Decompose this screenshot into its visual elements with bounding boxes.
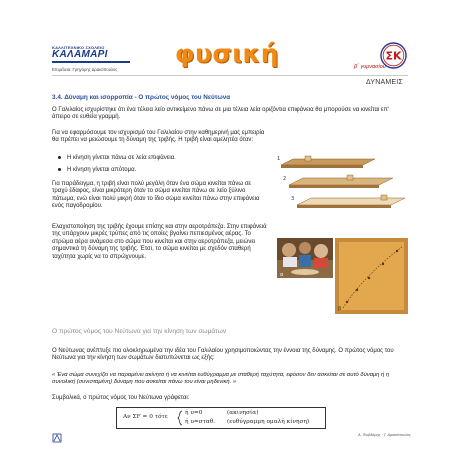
track-3	[291, 195, 405, 208]
hover-disk-photo	[277, 238, 333, 278]
school-underline	[52, 61, 130, 63]
editor-credit: Επιμέλεια: Γρηγόρης Δρακόπουλος	[52, 67, 118, 72]
newton-first-law-formula	[116, 407, 326, 429]
school-emblem-small-icon	[52, 433, 62, 443]
track-label: 3	[291, 196, 295, 202]
grade-label: β΄ γυμνασίου	[354, 64, 386, 70]
photo-label: α	[280, 272, 284, 278]
section-heading: 3.4. Δύναμη και ισορροπία - Ο πρώτος νόμος του Νεύτωνα	[52, 94, 231, 101]
intro-paragraph: Ο Γαλιλαίος ισχυρίστηκε ότι ένα τέλεια λείο αντικείμενο πάνω σε μια τέλεια λεία οριζόντια επιφάνεια θα μπορούσε να κινείται επ' άπειρο σε ευθεία γραμμή.	[52, 107, 389, 121]
friction-tracks-figure	[275, 151, 408, 213]
case-uniform-motion: ή υ=σταθ.	[185, 419, 216, 425]
newton-law-subheading: Ο πρώτος νόμος του Νεύτωνα για την κίνηση των σωμάτων	[52, 328, 227, 335]
bullet-item	[58, 155, 176, 162]
case-at-rest-note: (ακινησία)	[227, 410, 259, 416]
bullet-item	[58, 167, 136, 174]
friction-paragraph: Για να εφαρμόσουμε τον ισχυρισμό του Γαλιλαίου στην καθημερινή μας εμπειρία θα πρέπει να μειώσουμε τη δύναμη της τριβής. Η τριβή είναι αμελητέα όταν:	[52, 130, 265, 144]
header-divider	[52, 75, 408, 76]
track-2	[283, 175, 393, 188]
block-icon	[305, 156, 311, 161]
brace-icon	[177, 410, 183, 426]
photo-label: β	[338, 306, 342, 312]
bullet-text: Η κίνηση γίνεται απότομα.	[67, 167, 137, 173]
school-type: ΚΑΛΛΙΤΕΧΝΙΚΟ ΣΧΟΛΕΙΟ	[52, 45, 105, 50]
subject-title: φυσική	[174, 39, 280, 68]
block-icon	[347, 175, 353, 180]
air-table-photo	[335, 238, 408, 314]
bullet-icon	[58, 168, 61, 171]
air-table-photos	[277, 238, 408, 314]
emblem-letters: ΣΚ	[385, 49, 402, 63]
school-emblem-icon	[380, 42, 407, 69]
bullet-icon	[58, 156, 61, 159]
track-label: 2	[283, 176, 287, 182]
track-1	[277, 156, 375, 168]
case-at-rest: ή υ=0	[185, 410, 203, 416]
chapter-label: ΔΥΝΑΜΕΙΣ	[366, 79, 403, 86]
airtable-paragraph: Ελαχιστοποίηση της τριβής έχουμε επίσης και στην αεροτράπεζα. Στην επιφάνειά της υπάρχουν μικρές τρύπες από τις οποίες βγαίνει πεπιεσμένος αέρας. Το στρώμα αέρα ανάμεσα στο σώμα που κινείται και στην αεροτράπεζα, μειώνει σημαντικά τη δύναμη της τριβής. Έτσι, το σώμα κινείται με σχεδόν σταθερή ταχύτητα χωρίς να το σπρώχνουμε.	[52, 224, 267, 260]
bullet-text: Η κίνηση γίνεται πάνω σε λεία επιφάνεια.	[67, 155, 176, 161]
example-paragraph: Για παράδειγμα, η τριβή είναι πολύ μεγάλη όταν ένα σώμα κινείται πάνω σε τραχύ έδαφος, είναι μικρότερη όταν το σώμα κινείται πάνω σε λείο ξύλινο πάτωμα, ενώ είναι πολύ μικρή όταν το ίδιο σώμα κινείται πάνω στην επιφάνεια ενός παγοδρομίου.	[52, 181, 260, 210]
school-logo	[52, 45, 140, 63]
track-label: 1	[277, 156, 281, 162]
formula-condition: Αν ΣF = 0 τότε	[123, 414, 168, 420]
footer-credit: Α. Φυβδάρης · Γ. Δρακόπουλος	[358, 433, 411, 437]
case-uniform-motion-note: (ευθύγραμμη ομαλή κίνηση)	[227, 419, 310, 425]
block-icon	[381, 195, 387, 200]
school-name: ΚΑΛΑΜΑΡΙ	[52, 49, 108, 60]
newton-intro-paragraph: Ο Νεύτωνας ανέπτυξε πιο ολοκληρωμένα την ιδέα του Γαλιλαίου χρησιμοποιώντας την έννοια της δύναμης. Ο πρώτος νόμος του Νεύτωνα για την κίνηση των σωμάτων διατυπώνεται ως εξής:	[52, 348, 394, 362]
symbolic-intro: Συμβολικά, ο πρώτος νόμος του Νεύτωνα γράφεται:	[52, 395, 190, 401]
newton-law-statement: « Ένα σώμα συνεχίζει να παραμένει ακίνητο ή να κινείται ευθύγραμμα με σταθερή ταχύτητα, εφόσον δεν ασκείται σε αυτό δύναμη ή η συνολική (συνισταμένη) δύναμη που ασκείται πάνω του είναι μηδενική. »	[52, 372, 390, 386]
